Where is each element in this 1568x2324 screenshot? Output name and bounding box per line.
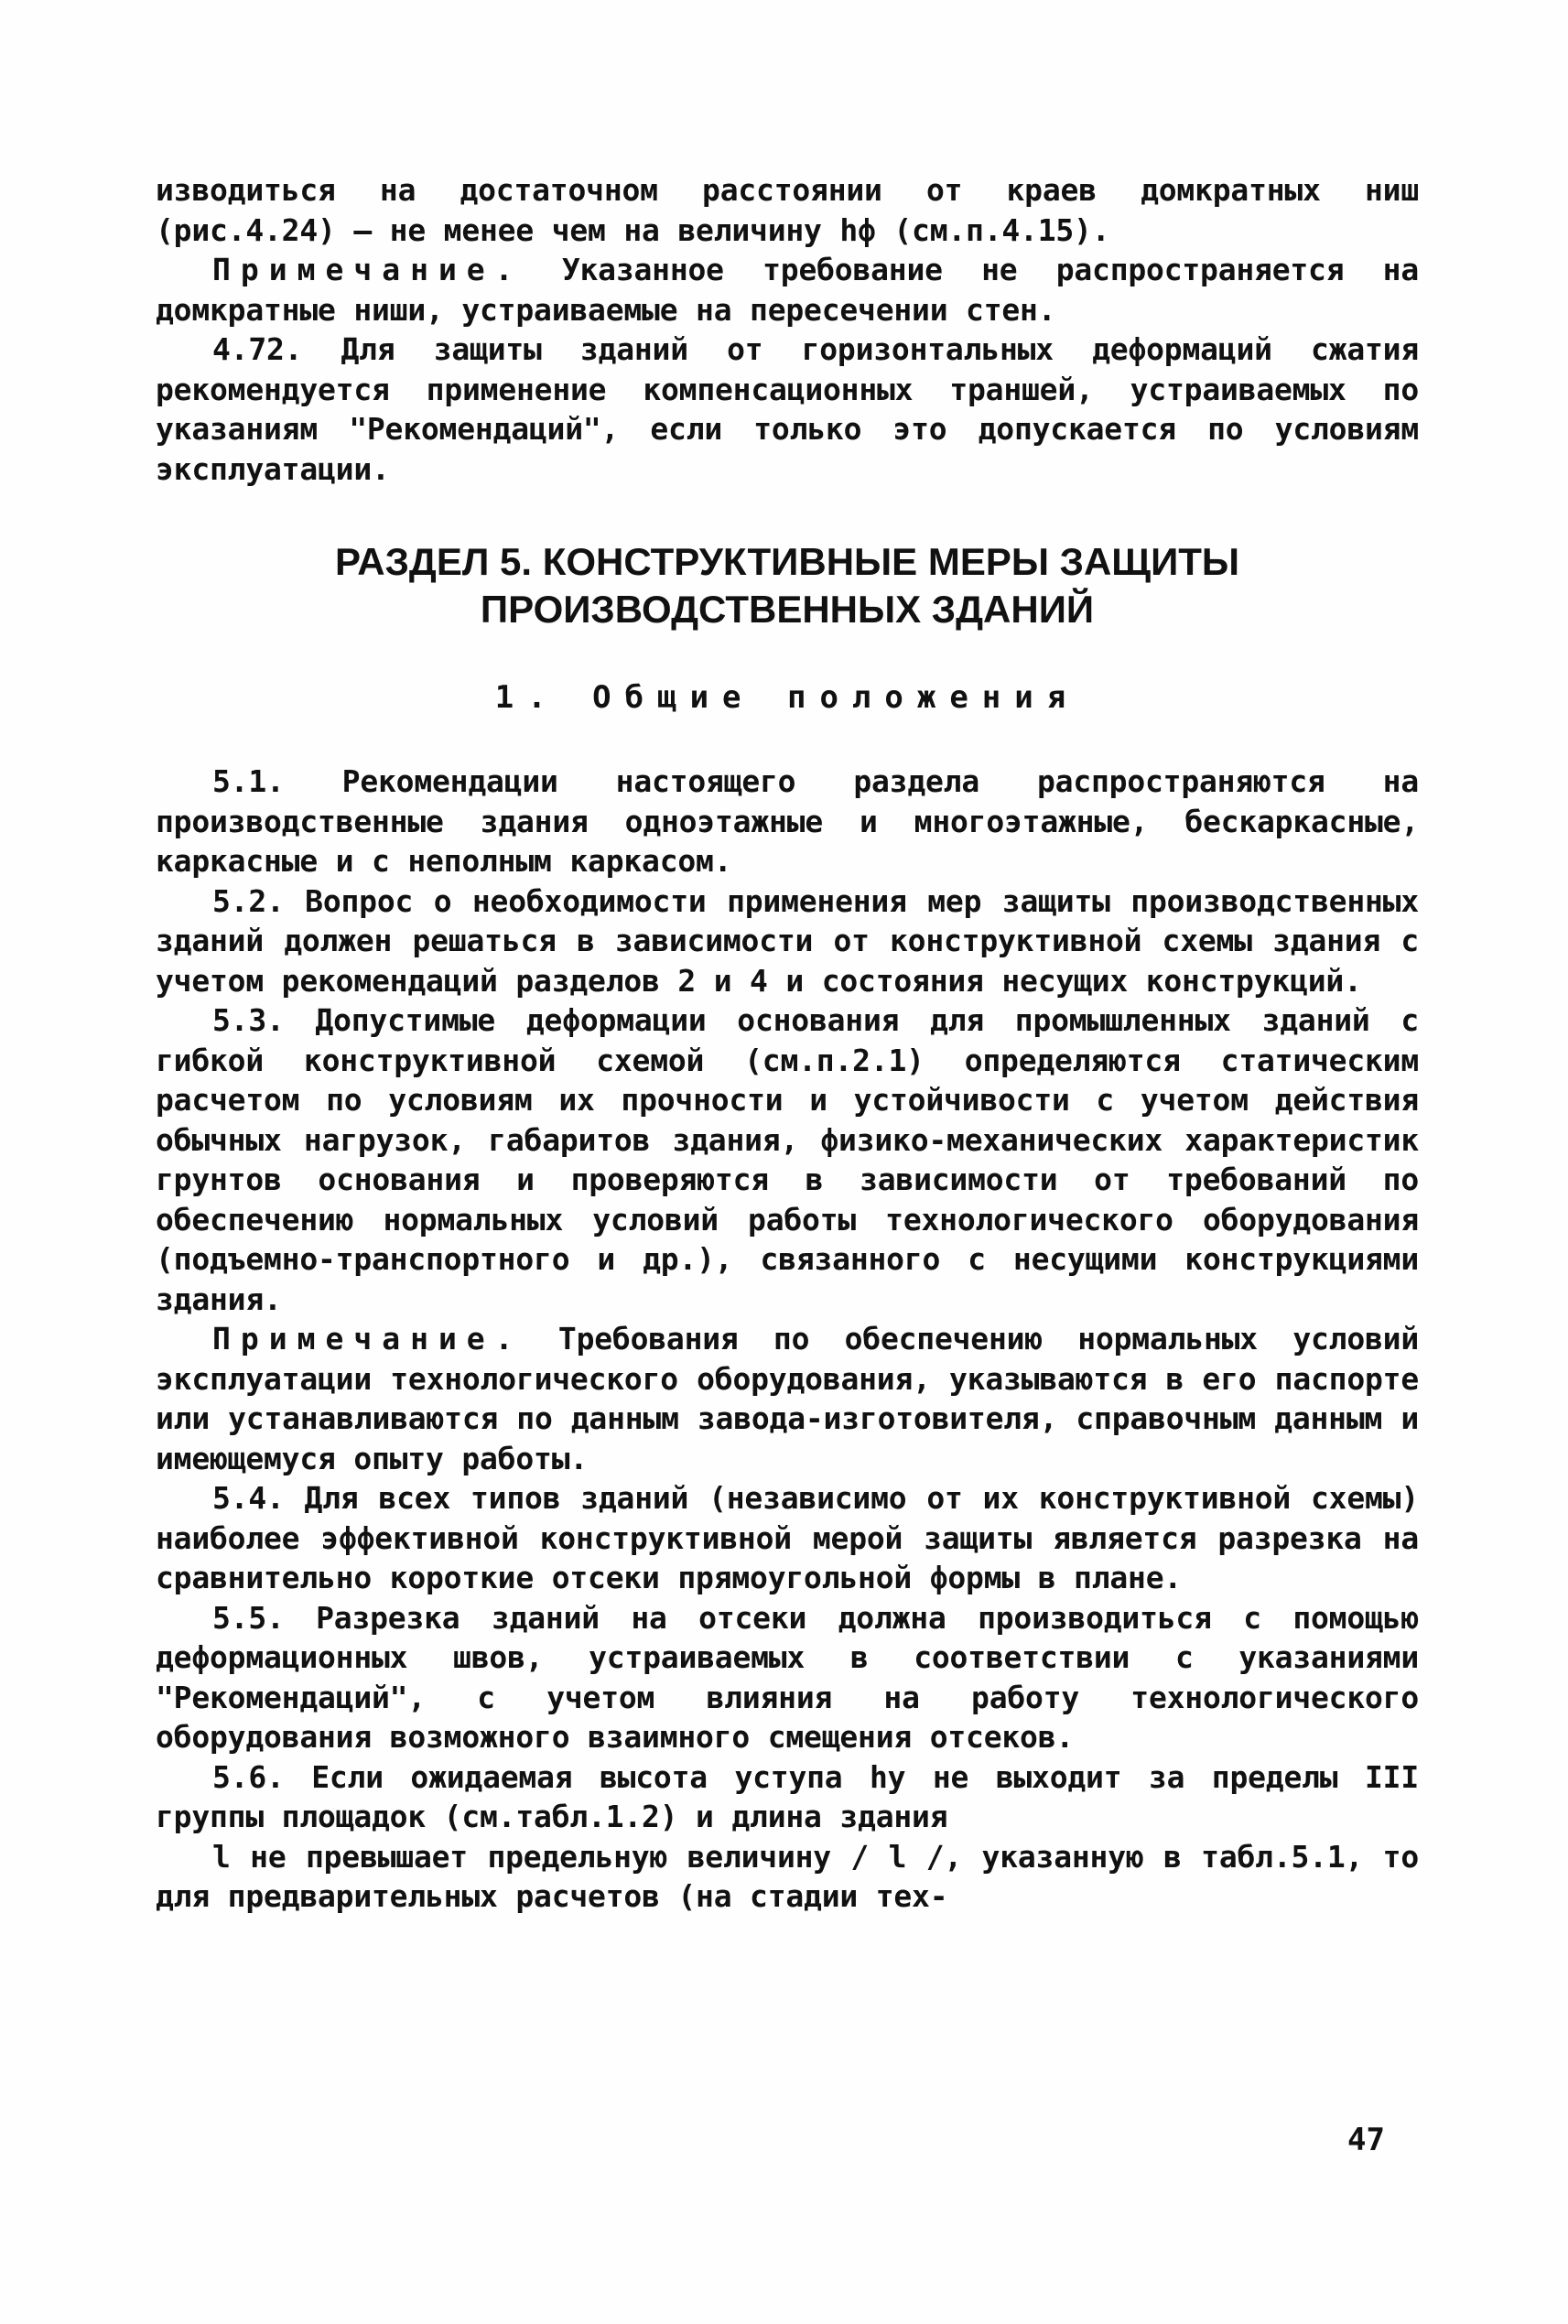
note-label: Примечание. [212, 252, 524, 287]
paragraph-5-5: 5.5. Разрезка зданий на отсеки должна производиться с помощью деформационных швов, устраиваемых в соответствии с указаниями "Рекомендаций", с учетом влияния на работу технологического оборудования возможного взаимного смещения отсеков. [156, 1599, 1419, 1755]
note-text: Указанное требование не распространяется на домкратные ниши, устраиваемые на пересечении стен. [156, 252, 1419, 328]
subsection-heading: 1. Общие положения [494, 679, 1080, 716]
section-body-block [156, 762, 1419, 1917]
page-number: 47 [1347, 2122, 1385, 2158]
note-paragraph [156, 250, 1419, 330]
note-paragraph-2 [156, 1319, 1419, 1478]
paragraph-continuation: изводиться на достаточном расстоянии от краев домкратных ниш (рис.4.24) – не менее чем на величину hф (см.п.4.15). [156, 172, 1419, 248]
note-label-2: Примечание. [212, 1321, 524, 1357]
paragraph-4-72: 4.72. Для защиты зданий от горизонтальных деформаций сжатия рекомендуется применение компенсационных траншей, устраиваемых по указаниям "Рекомендаций", если только это допускается по условиям эксплуатации. [156, 331, 1419, 487]
section-title-line-2: ПРОИЗВОДСТВЕННЫХ ЗДАНИЙ [480, 588, 1095, 631]
section-title [156, 538, 1419, 633]
section-title-line-1: РАЗДЕЛ 5. КОНСТРУКТИВНЫЕ МЕРЫ ЗАЩИТЫ [334, 540, 1240, 583]
paragraph-5-2: 5.2. Вопрос о необходимости применения мер защиты производственных зданий должен решаться в зависимости от конструктивной схемы здания с учетом рекомендаций разделов 2 и 4 и состояния несущих конструкций. [156, 882, 1419, 999]
intro-text-block [156, 170, 1419, 489]
note-text-2: Требования по обеспечению нормальных условий эксплуатации технологического оборудования, указываются в его паспорте или устанавливаются по данным завода-изготовителя, справочным данным и имеющемуся опыту работы. [156, 1321, 1419, 1476]
paragraph-5-6-part-1: 5.6. Если ожидаемая высота уступа hу не выходит за пределы III группы площадок (см.табл.1.2) и длина здания [156, 1758, 1419, 1834]
paragraph-5-6-part-2: l не превышает предельную величину / l /, указанную в табл.5.1, то для предварительных расчетов (на стадии тех- [156, 1838, 1419, 1914]
paragraph-5-4: 5.4. Для всех типов зданий (независимо от их конструктивной схемы) наиболее эффективной конструктивной мерой защиты является разрезка на сравнительно короткие отсеки прямоугольной формы в плане. [156, 1480, 1419, 1595]
paragraph-5-1: 5.1. Рекомендации настоящего раздела распространяются на производственные здания одноэтажные и многоэтажные, бескаркасные, каркасные и с неполным каркасом. [156, 763, 1419, 879]
paragraph-5-3: 5.3. Допустимые деформации основания для промышленных зданий с гибкой конструктивной схемой (см.п.2.1) определяются статическим расчетом по условиям их прочности и устойчивости с учетом действия обычных нагрузок, габаритов здания, физико-механических характеристик грунтов основания и проверяются в зависимости от требований по обеспечению нормальных условий работы технологического оборудования (подъемно-транспортного и др.), связанного с несущими конструкциями здания. [156, 1002, 1419, 1317]
